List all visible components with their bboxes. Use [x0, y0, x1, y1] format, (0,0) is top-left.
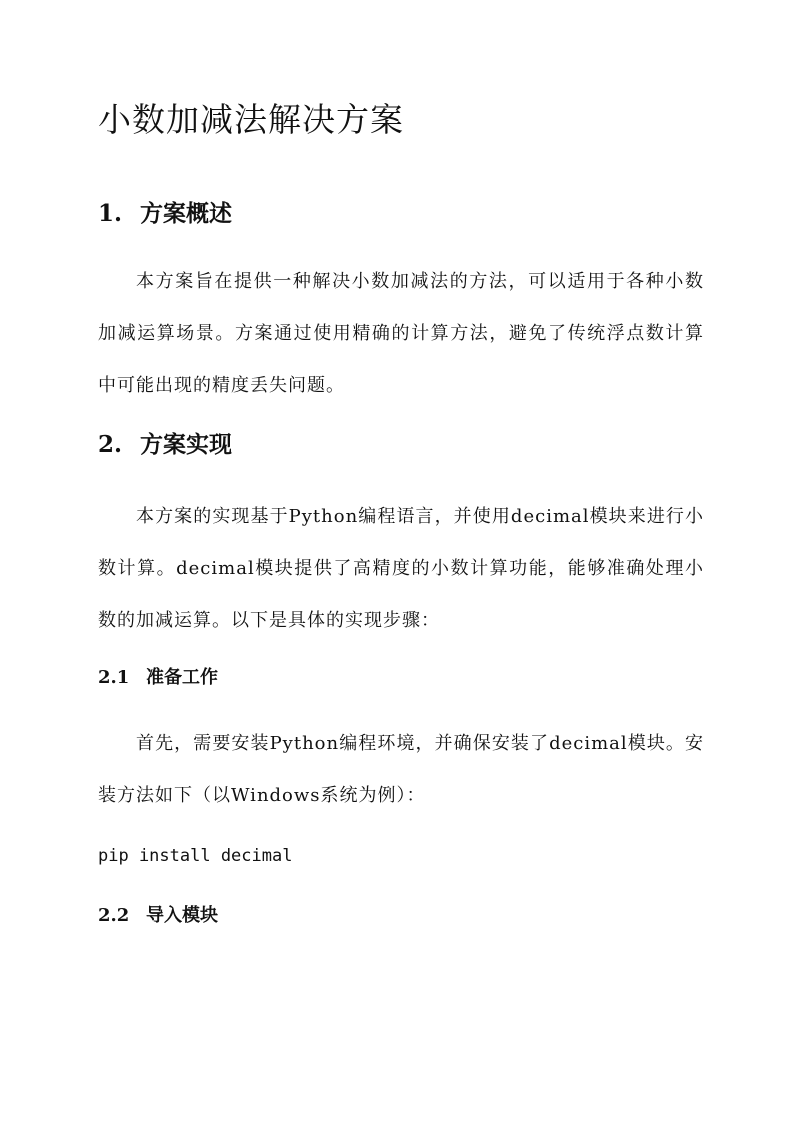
section-heading-overview [98, 196, 232, 232]
install-command-code: pip install decimal [98, 846, 293, 866]
subsection-number: 2.2 [98, 905, 130, 926]
section-title: 方案实现 [140, 431, 232, 458]
overview-paragraph: 本方案旨在提供一种解决小数加减法的方法，可以适用于各种小数加减运算场景。方案通过使用精确的计算方法，避免了传统浮点数计算中可能出现的精度丢失问题。 [98, 271, 704, 396]
document-title: 小数加减法解决方案 [98, 100, 404, 139]
subsection-number: 2.1 [98, 667, 130, 688]
section-number: 1. [98, 200, 123, 227]
implementation-paragraph: 本方案的实现基于Python编程语言，并使用decimal模块来进行小数计算。decimal模块提供了高精度的小数计算功能，能够准确处理小数的加减运算。以下是具体的实现步骤： [98, 506, 704, 631]
section-number: 2. [98, 431, 123, 458]
subsection-title: 导入模块 [146, 905, 218, 926]
subsection-title: 准备工作 [146, 667, 218, 688]
subsection-heading-preparation [98, 664, 218, 692]
section-title: 方案概述 [140, 200, 232, 227]
section-heading-implementation [98, 427, 232, 463]
subsection-heading-import [98, 902, 218, 930]
preparation-paragraph: 首先，需要安装Python编程环境，并确保安装了decimal模块。安装方法如下（以Windows系统为例）： [98, 733, 704, 806]
